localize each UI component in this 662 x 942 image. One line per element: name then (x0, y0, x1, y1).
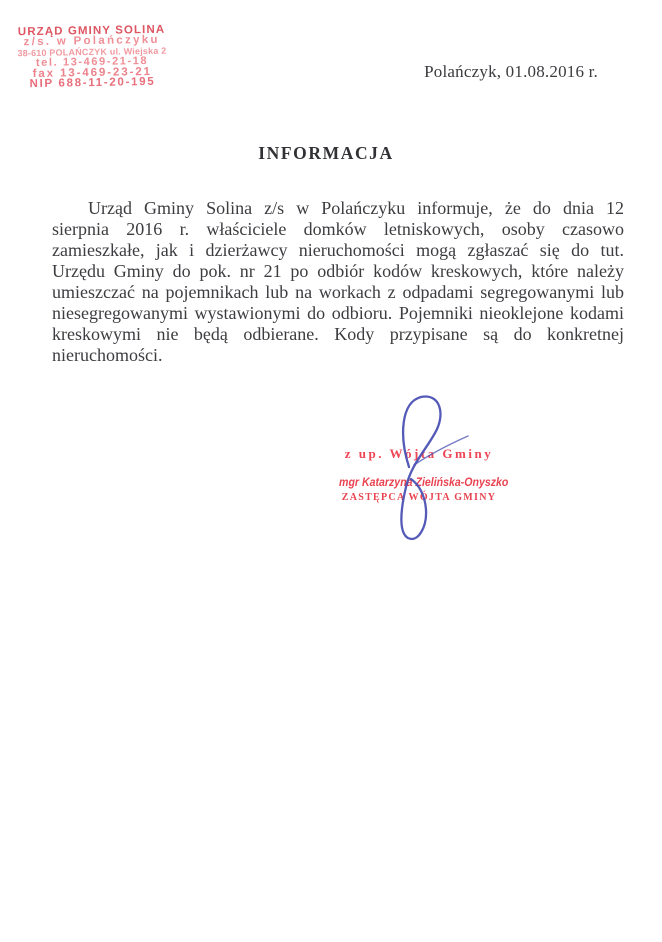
signatory-position-stamp: ZASTĘPCA WÓJTA GMINY (341, 492, 497, 503)
office-stamp-line-6: NIP 688-11-20-195 (29, 75, 156, 91)
authorization-stamp-text: z up. Wójta Gminy (344, 446, 494, 461)
handwritten-signature-ink (385, 388, 500, 550)
place-and-date: Polańczyk, 01.08.2016 r. (424, 62, 598, 81)
office-stamp-line-4: tel. 13-469-21-18 (35, 55, 149, 70)
office-stamp-line-1: URZĄD GMINY SOLINA (17, 23, 166, 39)
signatory-name-stamp: mgr Katarzyna Zielińska-Onyszko (339, 477, 509, 489)
office-stamp-line-2: z/s. w Polańczyku (23, 34, 160, 49)
office-address-stamp (13, 25, 170, 90)
office-stamp-line-3: 38-610 POLAŃCZYK ul. Wiejska 2 (17, 45, 167, 59)
body-paragraph: Urząd Gminy Solina z/s w Polańczyku informuje, że do dnia 12 sierpnia 2016 r. właściciele domków letniskowych, osoby czasowo zamieszkałe, jak i dzierżawcy nieruchomości mogą zgłaszać się do tut. Urzędu Gminy do pok. nr 21 po odbiór kodów kreskowych, które należy umieszczać na pojemnikach lub na workach z odpadami segregowanymi lub niesegregowanymi wystawionymi do odbioru. Pojemniki nieoklejone kodami kreskowymi nie będą odbierane. Kody przypisane są do konkretnej nieruchomości. (52, 198, 624, 365)
office-stamp-line-5: fax 13-469-23-21 (32, 65, 153, 80)
document-title: INFORMACJA (258, 143, 394, 163)
